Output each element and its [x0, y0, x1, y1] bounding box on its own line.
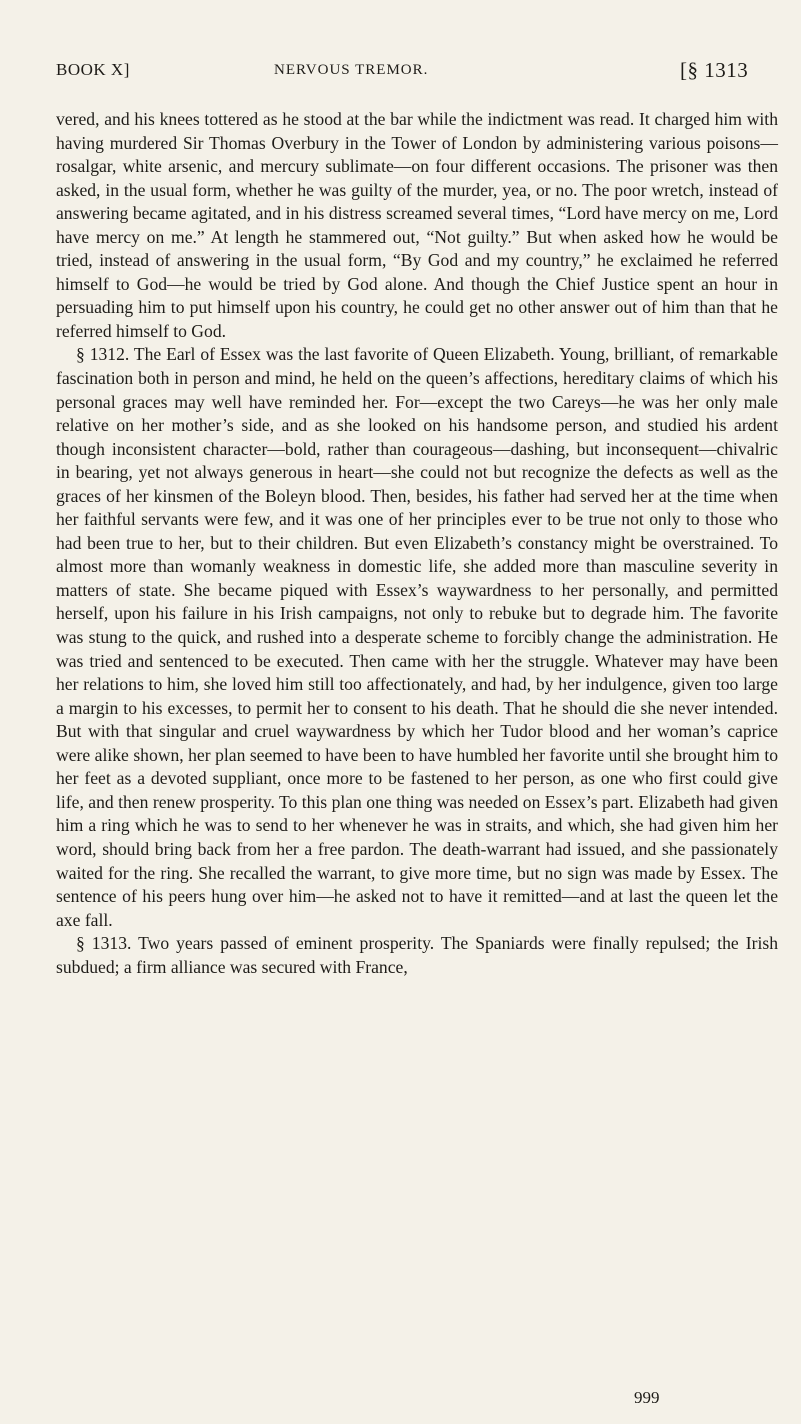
paragraph-section-1313: § 1313. Two years passed of eminent prosperity. The Spaniards were finally repulsed; the Irish subdued; a firm alliance was secured with France, [56, 933, 778, 977]
header-book-label: BOOK X] [56, 60, 130, 79]
header-section-number: [§ 1313 [680, 58, 749, 82]
body-text [56, 108, 778, 979]
header-chapter-title: NERVOUS TREMOR. [274, 62, 429, 78]
paragraph-section-1312: § 1312. The Earl of Essex was the last favorite of Queen Elizabeth. Young, brilliant, of remarkable fascination both in person and mind, he held on the queen’s affections, hereditary claims of which his personal graces may well have reminded her. For—except the two Careys—he was her only male relative on her mother’s side, and as she looked on his handsome person, and studied his ardent though inconsistent character—bold, rather than courageous—dashing, but inconsequent—chivalric in bearing, yet not always generous in heart—she could not but recognize the defects as well as the graces of her kinsmen of the Boleyn blood. Then, besides, his father had served her at the time when her faithful servants were few, and it was one of her principles ever to be true not only to those who had been true to her, but to their children. But even Elizabeth’s constancy might be overstrained. To almost more than womanly weakness in domestic life, she added more than masculine severity in matters of state. She became piqued with Essex’s waywardness to her personally, and permitted herself, upon his failure in his Irish campaigns, not only to rebuke but to degrade him. The favorite was stung to the quick, and rushed into a desperate scheme to forcibly change the administration. He was tried and sentenced to be executed. Then came with her the struggle. Whatever may have been her relations to him, she loved him still too affectionately, and had, by her indulgence, given too large a margin to his excesses, to permit her to consent to his death. That he should die she never intended. But with that singular and cruel waywardness by which her Tudor blood and her woman’s caprice were alike shown, her plan seemed to have been to have humbled her favorite until she brought him to her feet as a devoted suppliant, once more to be fastened to her person, as one who first could give life, and then renew prosperity. To this plan one thing was needed on Essex’s part. Elizabeth had given him a ring which he was to send to her whenever he was in straits, and which, she had given him her word, should bring back from her a free pardon. The death-warrant had issued, and she passionately waited for the ring. She recalled the warrant, to give more time, but no sign was made by Essex. The sentence of his peers hung over him—he asked not to have it remitted—and at last the queen let the axe fall. [56, 344, 778, 930]
paragraph-continued: vered, and his knees tottered as he stood at the bar while the indictment was read. It charged him with having murdered Sir Thomas Overbury in the Tower of London by administering various poisons—rosalgar, white arsenic, and mercury sublimate—on four different occasions. The prisoner was then asked, in the usual form, whether he was guilty of the murder, yea, or no. The poor wretch, instead of answering became agitated, and in his distress screamed several times, “Lord have mercy on me, Lord have mercy on me.” At length he stammered out, “Not guilty.” But when asked how he would be tried, instead of answering in the usual form, “By God and my country,” he exclaimed he referred himself to God—he would be tried by God alone. And though the Chief Justice spent an hour in persuading him to put himself upon his country, he could get no other answer out of him than that he referred himself to God. [56, 109, 778, 341]
page-number: 999 [634, 1388, 660, 1407]
running-head [56, 60, 781, 90]
